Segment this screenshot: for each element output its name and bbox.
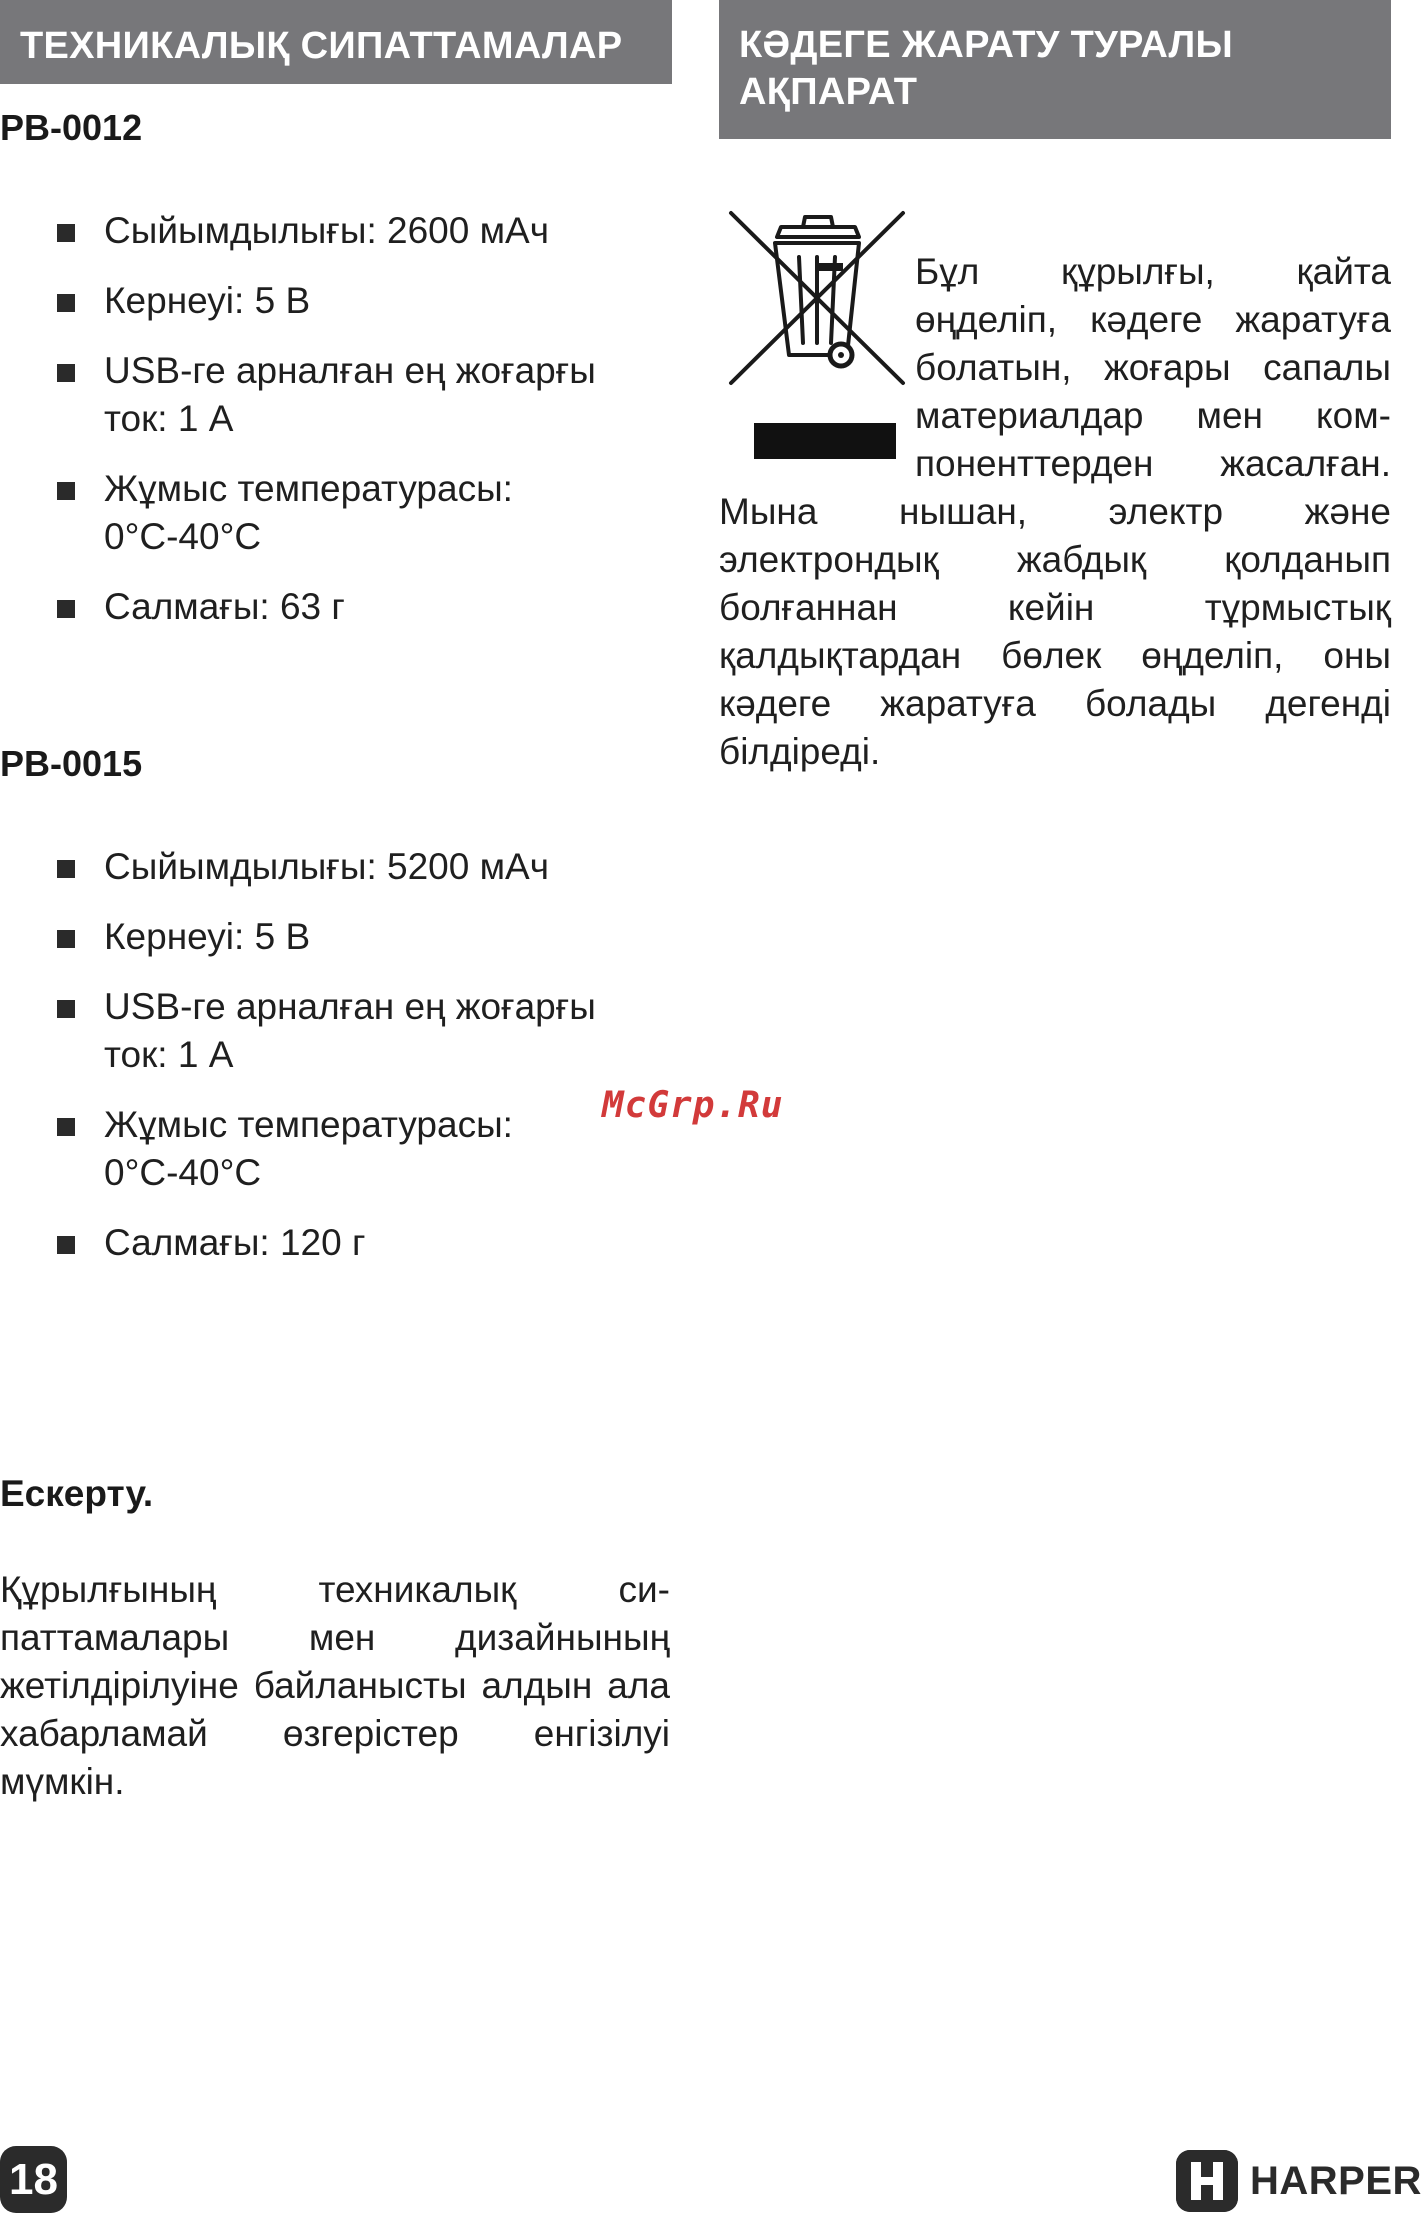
- model-title-pb-0015: PB-0015: [0, 743, 143, 784]
- disposal-info-header: [719, 0, 1391, 139]
- technical-specs-header: [0, 0, 672, 84]
- technical-specs-header-text: ТЕХНИКАЛЫҚ СИПАТТАМАЛАР: [20, 25, 623, 67]
- square-bullet-icon: [57, 860, 75, 878]
- square-bullet-icon: [57, 294, 75, 312]
- square-bullet-icon: [57, 600, 75, 618]
- spec-item: Кернеуі: 5 В: [0, 277, 672, 325]
- spec-list-pb-0012: [0, 207, 672, 653]
- spec-item: Салмағы: 63 г: [0, 583, 672, 631]
- square-bullet-icon: [57, 482, 75, 500]
- disposal-info-header-line1: КӘДЕГЕ ЖАРАТУ ТУРАЛЫ: [739, 24, 1234, 66]
- disposal-text: Бұл құрылғы, қайта өңделіп, кәдеге жаратуға болатын, жоғары сапалы материалдар мен ком-поненттерден жасалған. Мына нышан, электр және электрондық жабдық қолданып болғаннан кейін тұрмыстық қалдықтардан бөлек өңделіп, оны кәдеге жаратуға болады дегенді білдіреді.: [719, 251, 1391, 772]
- spec-item: Салмағы: 120 г: [0, 1219, 672, 1267]
- brand-logo: [1176, 2150, 1422, 2212]
- model-title-pb-0012: PB-0012: [0, 107, 143, 148]
- square-bullet-icon: [57, 1118, 75, 1136]
- page-number: 18: [0, 2146, 67, 2213]
- square-bullet-icon: [57, 930, 75, 948]
- disposal-info-header-line2: АҚПАРАТ: [739, 71, 918, 113]
- spec-item: Жұмыс температурасы: 0°С-40°С: [0, 465, 672, 561]
- note-title: Ескерту.: [0, 1473, 154, 1514]
- square-bullet-icon: [57, 224, 75, 242]
- watermark: McGrp.Ru: [602, 1085, 784, 1126]
- spec-item: USB-ге арналған ең жоғарғы ток: 1 А: [0, 347, 672, 443]
- note-text: Құрылғының техникалық си-паттамалары мен дизайнының жетілдірілуіне байланысты алдын ала хабарламай өзгерістер енгізілуі мүмкін.: [0, 1569, 670, 1802]
- spec-item: Сыйымдылығы: 5200 мАч: [0, 843, 672, 891]
- spec-item: Сыйымдылығы: 2600 мАч: [0, 207, 672, 255]
- crossed-out-wheelie-bin-icon: [719, 205, 915, 475]
- square-bullet-icon: [57, 1236, 75, 1254]
- spec-list-pb-0015: [0, 843, 672, 1289]
- spec-item: USB-ге арналған ең жоғарғы ток: 1 А: [0, 983, 672, 1079]
- square-bullet-icon: [57, 1000, 75, 1018]
- spec-item: Кернеуі: 5 В: [0, 913, 672, 961]
- square-bullet-icon: [57, 364, 75, 382]
- brand-name: HARPER: [1250, 2158, 1422, 2203]
- disposal-section: [719, 205, 1391, 776]
- harper-logo-icon: [1176, 2150, 1238, 2212]
- spec-item: Жұмыс температурасы: 0°С-40°С: [0, 1101, 672, 1197]
